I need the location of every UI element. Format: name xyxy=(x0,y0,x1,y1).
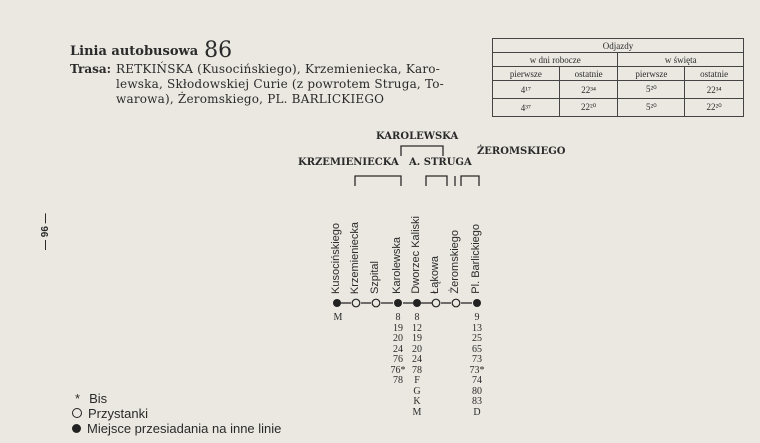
transfer-line-number: 83 xyxy=(472,396,482,407)
legend-label: Miejsce przesiadania na inne linie xyxy=(87,421,282,436)
table-cell: 22³⁴ xyxy=(559,81,618,99)
transfer-line-number: 76 xyxy=(393,354,403,365)
transfer-line-number: 78 xyxy=(393,375,403,386)
street-label-struga: A. STRUGA xyxy=(409,157,472,168)
stop-name-dworzec-kaliski: Dworzec Kaliski xyxy=(410,216,422,294)
legend-item-stops xyxy=(72,406,148,421)
stop-dot-open xyxy=(352,299,360,307)
stop-dot-open xyxy=(452,299,460,307)
transfer-line-number: 20 xyxy=(412,343,422,355)
transfer-line-number: 8 xyxy=(414,312,420,323)
transfer-column-karolewska xyxy=(388,313,408,387)
stop-name-karolewska: Karolewska xyxy=(391,237,403,294)
table-cell: 4³⁷ xyxy=(493,99,560,117)
transfer-line-number: 74 xyxy=(472,375,482,386)
table-cell: 4¹⁷ xyxy=(493,81,560,99)
route-line-2: lewska, Skłodowskiej Curie (z powrotem Struga, To- xyxy=(116,77,444,91)
transfer-line-number: 19 xyxy=(412,333,422,344)
transfer-line-number: 25 xyxy=(472,333,482,344)
transfer-line-number: 13 xyxy=(472,322,482,334)
stop-dot-filled xyxy=(333,299,341,307)
transfer-line-number: 73 xyxy=(472,354,482,365)
stop-name-szpital: Szpital xyxy=(369,260,381,294)
stop-name-zeromskiego: Żeromskiego xyxy=(449,230,461,294)
route-label: Trasa: xyxy=(70,62,112,76)
transfer-line-number: M xyxy=(412,406,422,418)
table-cell: 22³⁴ xyxy=(685,81,744,99)
route-line-1: RETKIŃSKA (Kusocińskiego), Krzemieniecka, Karo- xyxy=(116,62,440,76)
transfer-column-kusocinskiego xyxy=(330,313,346,324)
transfer-line-number: 12 xyxy=(412,322,422,334)
subheader-last: ostatnie xyxy=(559,67,618,81)
karolewska-bracket xyxy=(401,146,443,156)
stop-dot-open xyxy=(372,299,380,307)
street-label-krzemieniecka: KRZEMIENIECKA xyxy=(298,157,399,168)
subheader-first: pierwsze xyxy=(493,67,560,81)
krzemieniecka-bracket xyxy=(355,176,401,186)
table-cell: 5²⁰ xyxy=(618,99,685,117)
zeromskiego-bracket xyxy=(461,176,479,186)
transfer-line-number: 24 xyxy=(393,343,403,355)
transfer-line-number: D xyxy=(473,406,481,418)
transfer-column-pl-barlickiego xyxy=(466,313,488,418)
group-workdays: w dni robocze xyxy=(493,53,618,67)
stop-dot-filled xyxy=(473,299,481,307)
transfer-line-number: 24 xyxy=(412,354,422,365)
line-label: Linia autobusowa xyxy=(70,44,199,59)
transfer-line-number: 8 xyxy=(395,312,401,323)
departures-title: Odjazdy xyxy=(493,39,744,53)
transfer-line-number: G xyxy=(413,385,421,397)
page-number: — 96 — xyxy=(40,213,51,250)
street-label-zeromskiego: ŻEROMSKIEGO xyxy=(477,146,566,157)
legend-item-transfers xyxy=(72,421,281,436)
street-label-karolewska: KAROLEWSKA xyxy=(376,131,459,142)
transfer-line-number: K xyxy=(413,396,421,407)
stop-dot-filled xyxy=(394,299,402,307)
transfer-line-number: 20 xyxy=(393,333,403,344)
filled-circle-icon xyxy=(72,424,81,433)
struga-bracket xyxy=(426,176,447,186)
transfer-line-number: 73* xyxy=(469,364,485,376)
stop-name-krzemieniecka: Krzemieniecka xyxy=(349,221,361,294)
legend-label: Bis xyxy=(89,391,108,406)
group-holidays: w święta xyxy=(618,53,744,67)
transfer-line-number: F xyxy=(414,375,420,386)
transfer-line-number: 19 xyxy=(393,322,403,334)
stop-dot-filled xyxy=(413,299,421,307)
asterisk-icon: * xyxy=(75,391,81,406)
legend-label: Przystanki xyxy=(88,406,148,421)
transfer-line-number: 65 xyxy=(472,343,482,355)
legend-item-bis xyxy=(72,391,107,406)
transfer-line-number: 78 xyxy=(412,364,422,376)
transfer-line-number: 76* xyxy=(390,364,406,376)
subheader-last: ostatnie xyxy=(685,67,744,81)
transfer-line-number: 80 xyxy=(472,385,482,397)
route-line-3: warowa), Żeromskiego, PL. BARLICKIEGO xyxy=(116,92,385,106)
subheader-first: pierwsze xyxy=(618,67,685,81)
transfer-column-dworzec-kaliski xyxy=(407,313,427,418)
table-cell: 5²⁰ xyxy=(618,81,685,99)
open-circle-icon xyxy=(72,408,82,418)
stop-dot-open xyxy=(432,299,440,307)
table-cell: 22²⁰ xyxy=(685,99,744,117)
line-number: 86 xyxy=(204,38,233,63)
stop-name-pl-barlickiego: Pl. Barlickiego xyxy=(470,224,482,294)
transfer-line-number: M xyxy=(333,312,343,323)
transfer-line-number: 9 xyxy=(474,312,480,323)
table-cell: 22²⁰ xyxy=(559,99,618,117)
stop-name-lakowa: Łąkowa xyxy=(429,256,441,294)
stop-name-kusocinskiego: Kusocińskiego xyxy=(330,223,342,294)
